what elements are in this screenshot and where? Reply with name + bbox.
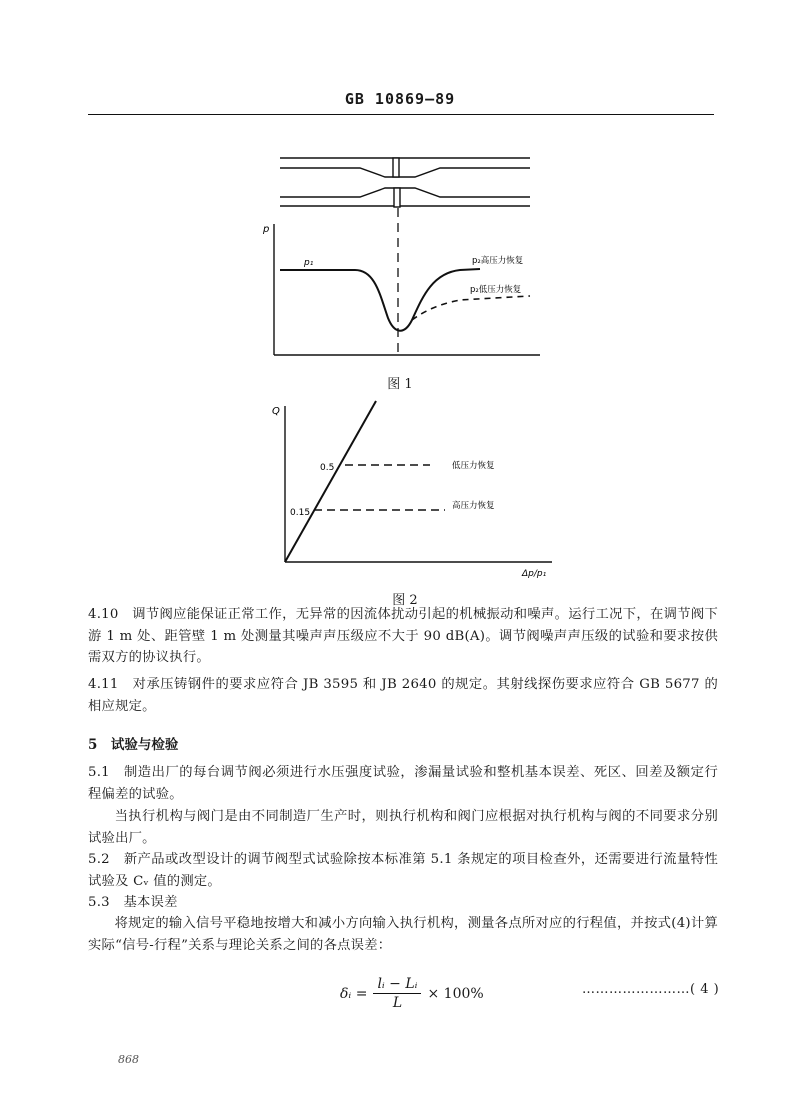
paragraph-5-3-body: 将规定的输入信号平稳地按增大和减小方向输入执行机构，测量各点所对应的行程值，并按式(4)计算实际“信号-行程”关系与理论关系之间的各点误差：	[88, 916, 718, 953]
page-number: 868	[118, 1053, 139, 1066]
figure-2-caption: 图 2	[392, 593, 418, 608]
tick-0-15: 0.15	[290, 508, 311, 518]
formula-denominator: L	[392, 995, 403, 1011]
document-header: GB 10869—89	[344, 90, 456, 108]
low-recovery-curve	[412, 296, 530, 320]
high-recovery-curve	[280, 269, 480, 331]
paragraph-4-11: 4.11 对承压铸钢件的要求应符合 JB 3595 和 JB 2640 的规定。其射线探伤要求应符合 GB 5677 的相应规定。	[88, 677, 718, 714]
figure-1-caption: 图 1	[387, 377, 413, 392]
label-low-recovery-2: 低压力恢复	[452, 461, 495, 471]
formula-numerator: lᵢ − Lᵢ	[373, 976, 421, 994]
section-5-heading: 5 试验与检验	[88, 737, 179, 753]
paragraph-5-1: 5.1 制造出厂的每台调节阀必须进行水压强度试验，渗漏量试验和整机基本误差、死区、回差及额定行程偏差的试验。	[88, 765, 718, 802]
formula-rhs: × 100%	[427, 985, 484, 1002]
label-p1: p₁	[304, 258, 314, 268]
paragraph-5-1-note: 当执行机构与阀门是由不同制造厂生产时，则执行机构和阀门应根据对执行机构与阀的不同要求分别试验出厂。	[88, 809, 718, 846]
figure-2	[270, 398, 560, 578]
paragraph-5-2: 5.2 新产品或改型设计的调节阀型式试验除按本标准第 5.1 条规定的项目检查外，还需要进行流量特性试验及 Cᵥ 值的测定。	[88, 852, 718, 889]
formula-fraction	[373, 976, 421, 1011]
paragraph-4-10: 4.10 调节阀应能保证正常工作，无异常的因流体扰动引起的机械振动和噪声。运行工况下，在调节阀下游 1 m 处、距管壁 1 m 处测量其噪声声压级应不大于 90 dB(A)。调节阀噪声声压级的试验和要求按供需双方的协议执行。	[88, 607, 718, 665]
axis-label-x: Δp/p₁	[522, 569, 547, 579]
header-rule	[88, 114, 714, 115]
label-low-recovery: p₂低压力恢复	[470, 285, 522, 295]
figure-1	[260, 150, 550, 360]
linear-flow-line	[285, 401, 376, 562]
figure-2-axes	[285, 406, 552, 562]
label-high-recovery: p₂高压力恢复	[472, 256, 524, 266]
valve-schematic	[280, 158, 530, 207]
paragraph-5-3-heading: 5.3 基本误差	[88, 895, 178, 910]
axis-label-p: p	[263, 224, 270, 235]
axis-label-q: Q	[272, 406, 280, 417]
tick-0-5: 0.5	[320, 463, 335, 473]
equation-number: ……………………( 4 )	[582, 982, 720, 997]
label-high-recovery-2: 高压力恢复	[452, 501, 495, 511]
formula-lhs: δᵢ =	[340, 985, 368, 1002]
error-formula	[340, 976, 484, 1011]
